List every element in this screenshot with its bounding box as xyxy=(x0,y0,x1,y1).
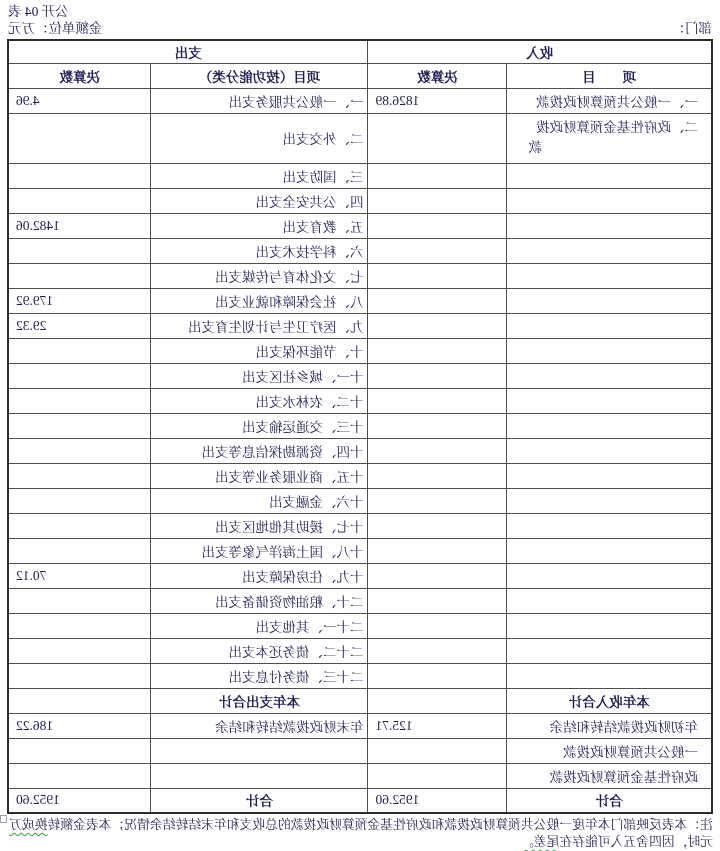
table-row xyxy=(8,638,712,663)
table-row xyxy=(8,88,712,113)
expense-item-cell: 十六、金融支出 xyxy=(151,488,368,513)
expense-value-cell xyxy=(8,763,151,788)
income-item-cell: 本年收入合计 xyxy=(507,688,712,713)
income-item-cell xyxy=(507,538,712,563)
income-value-cell xyxy=(368,113,507,163)
expense-value-cell xyxy=(8,538,151,563)
income-value-cell xyxy=(368,238,507,263)
expense-item-cell: 十三、交通运输支出 xyxy=(151,413,368,438)
footnote-squiggle-2: 尾差。 xyxy=(521,835,560,849)
expense-item-cell xyxy=(151,738,368,763)
expense-value-cell: 70.12 xyxy=(8,563,151,588)
income-value-cell xyxy=(368,363,507,388)
income-value-column-header: 决算数 xyxy=(368,63,507,88)
expense-item-cell: 六、科学技术支出 xyxy=(151,238,368,263)
income-item-cell xyxy=(507,488,712,513)
expense-value-cell: 186.22 xyxy=(8,713,151,738)
table-row xyxy=(8,363,712,388)
income-item-cell xyxy=(507,413,712,438)
table-row xyxy=(8,463,712,488)
unit-label: 金额单位：万元 xyxy=(8,21,103,36)
income-value-cell xyxy=(368,513,507,538)
income-item-cell xyxy=(507,288,712,313)
expense-item-cell: 二、外交支出 xyxy=(151,113,368,163)
expense-value-cell xyxy=(8,263,151,288)
expense-item-cell: 一、一般公共服务支出 xyxy=(151,88,368,113)
expense-value-cell xyxy=(8,738,151,763)
expense-item-cell: 二十、粮油物资储备支出 xyxy=(151,588,368,613)
table-row xyxy=(8,763,712,788)
income-value-cell: 125.71 xyxy=(368,713,507,738)
table-row xyxy=(8,563,712,588)
income-item-cell: 政府性基金预算财政拨款 xyxy=(507,763,712,788)
expense-section-header: 支出 xyxy=(8,40,368,63)
column-header-row xyxy=(8,63,712,88)
expense-item-cell: 十、节能环保支出 xyxy=(151,338,368,363)
income-value-cell xyxy=(368,563,507,588)
expense-value-cell: 4.96 xyxy=(8,88,151,113)
income-value-cell xyxy=(368,313,507,338)
income-item-cell xyxy=(507,438,712,463)
income-value-cell xyxy=(368,288,507,313)
income-item-cell xyxy=(507,563,712,588)
expense-value-cell xyxy=(8,513,151,538)
income-item-cell xyxy=(507,238,712,263)
expense-value-cell xyxy=(8,388,151,413)
expense-value-cell: 1482.06 xyxy=(8,213,151,238)
income-item-cell xyxy=(507,313,712,338)
table-row xyxy=(8,538,712,563)
income-item-cell xyxy=(507,663,712,688)
document-header xyxy=(0,0,720,39)
table-row xyxy=(8,688,712,713)
bookmark-mark-icon xyxy=(0,815,7,823)
header-meta xyxy=(8,3,103,37)
table-row xyxy=(8,613,712,638)
expense-item-cell: 十四、资源勘探信息等支出 xyxy=(151,438,368,463)
department-label: 部门： xyxy=(671,21,712,36)
table-row xyxy=(8,338,712,363)
income-item-cell xyxy=(507,513,712,538)
expense-item-cell: 本年支出合计 xyxy=(151,688,368,713)
expense-value-cell xyxy=(8,663,151,688)
table-row xyxy=(8,263,712,288)
income-value-cell xyxy=(368,413,507,438)
expense-value-cell xyxy=(8,363,151,388)
footnote xyxy=(0,814,720,851)
income-value-cell xyxy=(368,488,507,513)
expense-item-cell: 十九、住房保障支出 xyxy=(151,563,368,588)
expense-item-cell: 四、公共安全支出 xyxy=(151,188,368,213)
income-item-cell: 一般公共预算财政拨款 xyxy=(507,738,712,763)
income-value-cell xyxy=(368,338,507,363)
table-row xyxy=(8,488,712,513)
expense-item-cell: 十二、农林水支出 xyxy=(151,388,368,413)
footnote-text-2: 元时，因四舍五入可能存在 xyxy=(559,835,713,849)
expense-value-cell xyxy=(8,113,151,163)
expense-item-cell: 八、社会保障和就业支出 xyxy=(151,288,368,313)
table-row xyxy=(8,163,712,188)
income-value-cell xyxy=(368,638,507,663)
table-row xyxy=(8,113,712,163)
expense-item-cell: 二十二、债务还本支出 xyxy=(151,638,368,663)
expense-value-cell xyxy=(8,588,151,613)
section-header-row xyxy=(8,40,712,63)
expense-item-cell: 合计 xyxy=(151,788,368,813)
income-item-cell: 一、一般公共预算财政拨款 xyxy=(507,88,712,113)
expense-item-cell: 二十一、其他支出 xyxy=(151,613,368,638)
table-row xyxy=(8,438,712,463)
expense-item-cell: 十五、商业服务业等支出 xyxy=(151,463,368,488)
income-item-cell xyxy=(507,588,712,613)
table-row xyxy=(8,238,712,263)
income-item-cell: 年初财政拨款结转和结余 xyxy=(507,713,712,738)
income-item-cell xyxy=(507,188,712,213)
table-row xyxy=(8,788,712,813)
income-item-cell xyxy=(507,213,712,238)
income-item-column-header: 项 目 xyxy=(507,63,712,88)
table-row xyxy=(8,588,712,613)
expense-item-cell: 十一、城乡社区支出 xyxy=(151,363,368,388)
income-value-cell: 1952.60 xyxy=(368,788,507,813)
expense-value-cell: 1952.60 xyxy=(8,788,151,813)
expense-value-cell xyxy=(8,438,151,463)
income-item-cell xyxy=(507,613,712,638)
income-value-cell xyxy=(368,213,507,238)
income-value-cell xyxy=(368,738,507,763)
table-row xyxy=(8,738,712,763)
expense-value-column-header: 决算数 xyxy=(8,63,151,88)
table-row xyxy=(8,213,712,238)
income-value-cell xyxy=(368,688,507,713)
expense-value-cell: 179.92 xyxy=(8,288,151,313)
expense-value-cell xyxy=(8,638,151,663)
income-item-cell xyxy=(507,163,712,188)
table-row xyxy=(8,663,712,688)
expense-value-cell xyxy=(8,238,151,263)
income-item-cell xyxy=(507,363,712,388)
table-row xyxy=(8,388,712,413)
income-value-cell xyxy=(368,538,507,563)
form-number: 公开 04 表 xyxy=(8,4,69,19)
income-value-cell xyxy=(368,188,507,213)
expense-value-cell xyxy=(8,463,151,488)
table-row xyxy=(8,188,712,213)
expense-item-column-header: 项目（按功能分类） xyxy=(151,63,368,88)
table-row xyxy=(8,513,712,538)
income-value-cell: 1826.89 xyxy=(368,88,507,113)
expense-item-cell: 五、教育支出 xyxy=(151,213,368,238)
budget-table xyxy=(7,39,713,814)
income-value-cell xyxy=(368,613,507,638)
income-item-cell: 合计 xyxy=(507,788,712,813)
income-item-cell: 二、政府性基金预算财政拨款 xyxy=(507,113,712,163)
expense-value-cell xyxy=(8,488,151,513)
expense-item-cell: 十七、援助其他地区支出 xyxy=(151,513,368,538)
expense-value-cell xyxy=(8,613,151,638)
expense-value-cell xyxy=(8,188,151,213)
expense-item-cell: 三、国防支出 xyxy=(151,163,368,188)
income-item-cell xyxy=(507,338,712,363)
income-item-cell xyxy=(507,463,712,488)
income-item-cell xyxy=(507,263,712,288)
expense-value-cell xyxy=(8,163,151,188)
table-row xyxy=(8,313,712,338)
income-item-cell xyxy=(507,388,712,413)
table-row xyxy=(8,713,712,738)
income-item-cell xyxy=(507,638,712,663)
income-value-cell xyxy=(368,388,507,413)
expense-item-cell xyxy=(151,763,368,788)
expense-item-cell: 二十三、债务付息支出 xyxy=(151,663,368,688)
expense-value-cell: 29.32 xyxy=(8,313,151,338)
expense-item-cell: 九、医疗卫生与计划生育支出 xyxy=(151,313,368,338)
expense-item-cell: 七、文化体育与传媒支出 xyxy=(151,263,368,288)
expense-item-cell: 年末财政拨款结转和结余 xyxy=(151,713,368,738)
income-value-cell xyxy=(368,263,507,288)
income-value-cell xyxy=(368,663,507,688)
table-row xyxy=(8,413,712,438)
income-value-cell xyxy=(368,163,507,188)
income-value-cell xyxy=(368,438,507,463)
expense-value-cell xyxy=(8,338,151,363)
footnote-text-1: 注：本表反映部门本年度一般公共预算财政拨款和政府性基金预算财政拨款的总收支和年末结转结余情况；本表金额转 xyxy=(47,818,713,832)
income-value-cell xyxy=(368,463,507,488)
income-value-cell xyxy=(368,588,507,613)
expense-item-cell: 十八、国土海洋气象等支出 xyxy=(151,538,368,563)
expense-value-cell xyxy=(8,413,151,438)
income-value-cell xyxy=(368,763,507,788)
table-row xyxy=(8,288,712,313)
footnote-squiggle-1: 换成万 xyxy=(9,818,48,832)
income-section-header: 收入 xyxy=(368,40,712,63)
expense-value-cell xyxy=(8,688,151,713)
